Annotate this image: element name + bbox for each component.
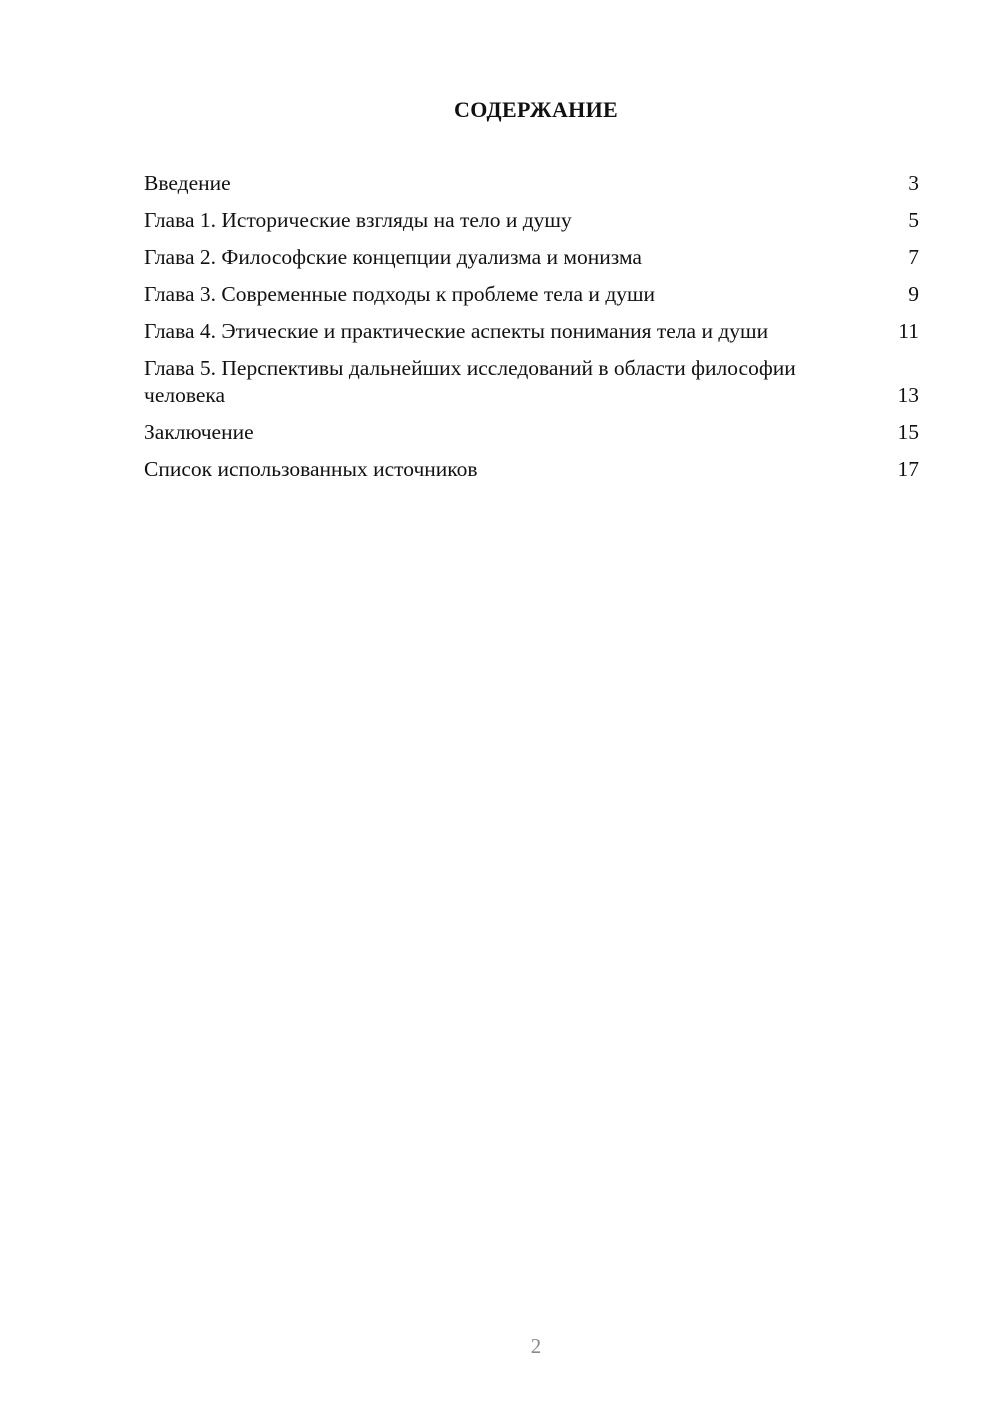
toc-entry-text: Глава 1. Исторические взгляды на тело и душу bbox=[144, 208, 572, 232]
toc-entry-chapter-2 bbox=[144, 244, 919, 271]
toc-entry-page: 7 bbox=[908, 245, 919, 269]
toc-entry-chapter-4 bbox=[144, 318, 919, 345]
toc-entry-page: 17 bbox=[897, 457, 919, 481]
toc-entry-text: Введение bbox=[144, 171, 231, 195]
toc-entry-page: 11 bbox=[898, 319, 919, 343]
toc-entry-text: Заключение bbox=[144, 420, 254, 444]
toc-entry-page: 15 bbox=[897, 420, 919, 444]
toc-entry-page: 3 bbox=[908, 171, 919, 195]
toc-entry-text: Глава 3. Современные подходы к проблеме тела и души bbox=[144, 282, 656, 306]
toc-entry-chapter-5 bbox=[144, 355, 919, 409]
toc-entry-references bbox=[144, 456, 919, 483]
toc-entry-page: 13 bbox=[897, 383, 919, 407]
toc-entry-text: Глава 2. Философские концепции дуализма и монизма bbox=[144, 245, 642, 269]
toc-title: СОДЕРЖАНИЕ bbox=[454, 97, 618, 122]
toc-entry-page: 9 bbox=[908, 282, 919, 306]
toc-entry-chapter-3 bbox=[144, 281, 919, 308]
page-number: 2 bbox=[530, 1334, 542, 1358]
toc-entry-page: 5 bbox=[908, 208, 919, 232]
toc-entry-conclusion bbox=[144, 419, 919, 446]
toc-list bbox=[144, 170, 919, 493]
toc-entry-text: Список использованных источников bbox=[144, 457, 478, 481]
toc-entry-introduction bbox=[144, 170, 919, 197]
toc-entry-chapter-1 bbox=[144, 207, 919, 234]
toc-entry-text: Глава 5. Перспективы дальнейших исследований в области философии человека bbox=[144, 356, 796, 407]
toc-entry-text: Глава 4. Этические и практические аспекты понимания тела и души bbox=[144, 319, 769, 343]
